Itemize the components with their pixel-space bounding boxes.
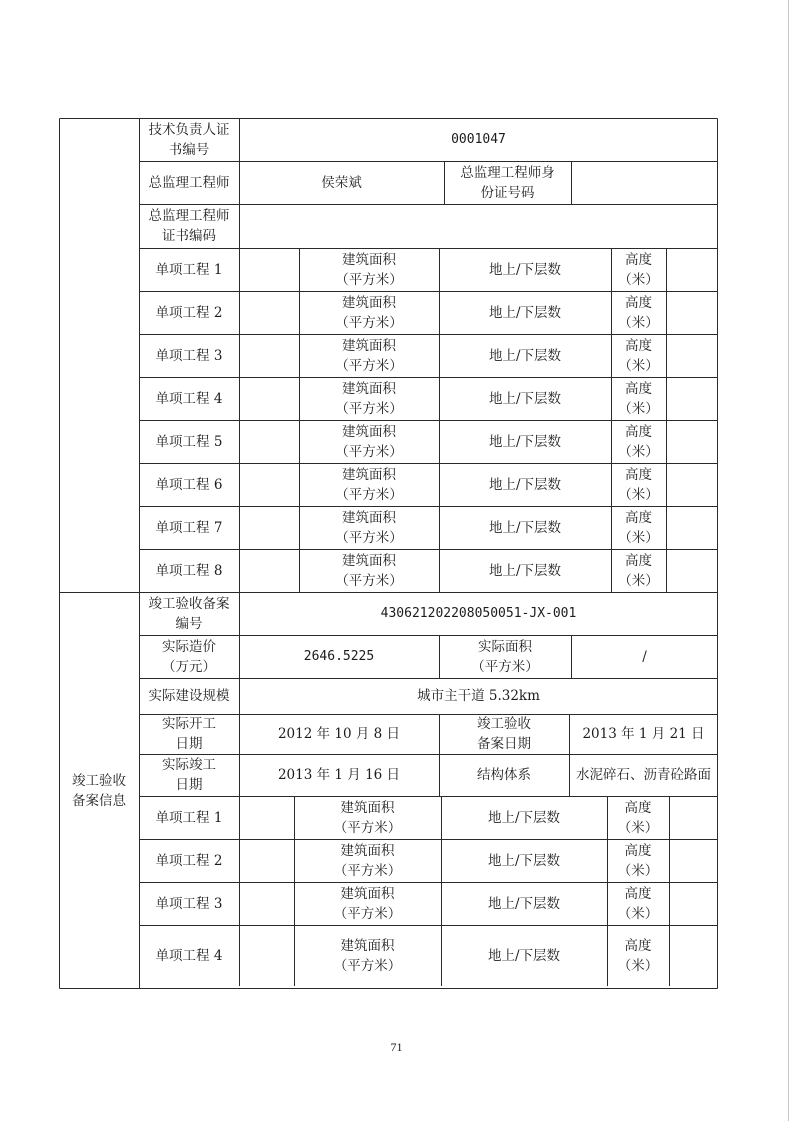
- record-no-value: 430621202208050051-JX-001: [380, 605, 577, 621]
- area-label: 建筑面积 （平方米）: [335, 337, 403, 374]
- page-number: 71: [390, 1040, 403, 1054]
- structure-value: 水泥碎石、沥青砼路面: [576, 767, 711, 783]
- area-label: 建筑面积 （平方米）: [335, 251, 403, 288]
- height-label: 高度 （米）: [617, 885, 659, 922]
- page-edge: [788, 0, 789, 1121]
- floors-label: 地上/下层数: [488, 519, 562, 536]
- floors-label: 地上/下层数: [488, 261, 562, 278]
- chief-engineer-label: 总监理工程师: [148, 174, 230, 191]
- project-name: 单项工程 4: [155, 390, 223, 407]
- acceptance-section-label: 竣工验收 备案信息: [72, 772, 126, 809]
- start-date-value: 2012 年 10 月 8 日: [277, 726, 401, 742]
- floors-label: 地上/下层数: [487, 852, 561, 869]
- project-name: 单项工程 6: [155, 476, 223, 493]
- actual-area-label: 实际面积 （平方米）: [471, 638, 539, 675]
- height-label: 高度 （米）: [617, 842, 659, 879]
- height-label: 高度 （米）: [617, 799, 659, 836]
- start-date-label: 实际开工 日期: [162, 716, 216, 752]
- height-label: 高度 （米）: [618, 380, 659, 417]
- height-label: 高度 （米）: [618, 552, 659, 589]
- tech-cert-label: 技术负责人证 书编号: [148, 121, 230, 158]
- floors-label: 地上/下层数: [488, 562, 562, 579]
- floors-label: 地上/下层数: [488, 347, 562, 364]
- record-date-value: 2013 年 1 月 21 日: [582, 726, 705, 742]
- project-name: 单项工程 8: [155, 562, 223, 579]
- area-label: 建筑面积 （平方米）: [335, 380, 403, 417]
- floors-label: 地上/下层数: [488, 304, 562, 321]
- project-name: 单项工程 2: [155, 304, 223, 321]
- actual-area-value: /: [642, 648, 647, 665]
- area-label: 建筑面积 （平方米）: [333, 885, 402, 922]
- area-label: 建筑面积 （平方米）: [335, 294, 403, 331]
- height-label: 高度 （米）: [618, 466, 659, 503]
- chief-cert-label: 总监理工程师 证书编码: [148, 208, 230, 244]
- project-name: 单项工程 4: [155, 947, 223, 964]
- height-label: 高度 （米）: [618, 251, 659, 288]
- project-name: 单项工程 5: [155, 433, 223, 450]
- project-name: 单项工程 1: [155, 809, 223, 826]
- floors-label: 地上/下层数: [488, 433, 562, 450]
- floors-label: 地上/下层数: [488, 390, 562, 407]
- floors-label: 地上/下层数: [487, 947, 561, 964]
- complete-date-label: 实际竣工 日期: [162, 757, 216, 793]
- area-label: 建筑面积 （平方米）: [335, 552, 403, 589]
- record-no-label: 竣工验收备案 编号: [148, 595, 230, 632]
- chief-cert-value: [239, 204, 718, 248]
- scale-label: 实际建设规模: [148, 688, 230, 704]
- tech-cert-value: 0001047: [451, 131, 506, 147]
- floors-label: 地上/下层数: [488, 476, 562, 493]
- chief-engineer-value: 侯荣斌: [321, 174, 362, 191]
- project-name: 单项工程 2: [155, 852, 223, 869]
- area-label: 建筑面积 （平方米）: [333, 937, 402, 974]
- project-name: 单项工程 7: [155, 519, 223, 536]
- height-label: 高度 （米）: [618, 423, 659, 460]
- project-name: 单项工程 1: [155, 261, 223, 278]
- height-label: 高度 （米）: [618, 509, 659, 546]
- record-table: [59, 118, 718, 989]
- height-label: 高度 （米）: [618, 337, 659, 374]
- scale-value: 城市主干道 5.32km: [417, 688, 540, 704]
- cost-label: 实际造价 （万元）: [162, 638, 216, 675]
- floors-label: 地上/下层数: [487, 895, 561, 912]
- floors-label: 地上/下层数: [487, 809, 561, 826]
- project-name: 单项工程 3: [155, 347, 223, 364]
- area-label: 建筑面积 （平方米）: [335, 466, 403, 503]
- height-label: 高度 （米）: [618, 294, 659, 331]
- area-label: 建筑面积 （平方米）: [335, 509, 403, 546]
- area-label: 建筑面积 （平方米）: [333, 842, 402, 879]
- cost-value: 2646.5225: [303, 648, 375, 664]
- structure-label: 结构体系: [477, 767, 531, 783]
- area-label: 建筑面积 （平方米）: [335, 423, 403, 460]
- chief-id-label: 总监理工程师身 份证号码: [460, 164, 555, 201]
- area-label: 建筑面积 （平方米）: [333, 799, 402, 836]
- chief-id-value: [571, 161, 718, 204]
- project-name: 单项工程 3: [155, 895, 223, 912]
- complete-date-value: 2013 年 1 月 16 日: [277, 767, 401, 783]
- height-label: 高度 （米）: [617, 937, 659, 974]
- record-date-label: 竣工验收 备案日期: [477, 716, 531, 752]
